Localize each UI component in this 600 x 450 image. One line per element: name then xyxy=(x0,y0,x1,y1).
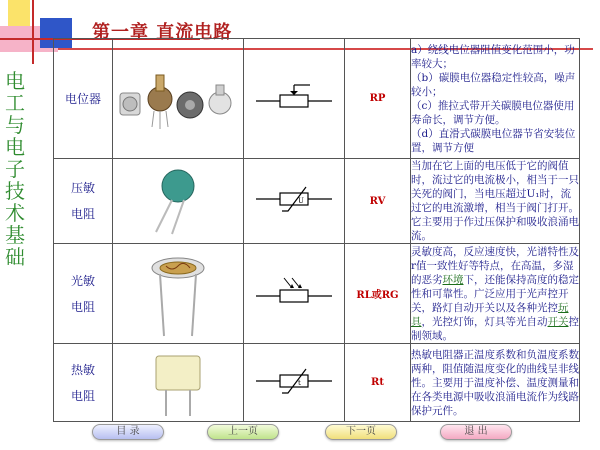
thermistor-image xyxy=(114,346,242,420)
side-title-char: 础 xyxy=(5,245,25,269)
component-symbol xyxy=(244,344,345,422)
component-table xyxy=(53,38,580,422)
description-line: （b）碳膜电位器稳定性较高，噪声较小； xyxy=(411,71,576,98)
previous-page-button[interactable]: 上一页 xyxy=(207,424,279,440)
deco-vertical-line xyxy=(32,0,34,64)
description-line: （c）推拉式带开关碳膜电位器使用寿命长，调节方便。 xyxy=(411,99,575,126)
component-photo xyxy=(113,39,244,159)
component-name-line: 电阻 xyxy=(70,388,95,403)
description-text: ，光控灯饰，灯具等光自动 xyxy=(421,315,548,328)
component-symbol xyxy=(244,159,345,244)
side-title-char: 电 xyxy=(5,69,25,93)
table-row xyxy=(54,39,580,159)
description-line: 当加在它上面的电压低于它的阀值时，流过它的电流极小，相当于一只关死的阀门，当电压超过U₁时，流过它的电流激增，相当于阀门打开。它主要用于作过压保护和吸收浪涌电流。 xyxy=(411,160,579,242)
component-code: Rt xyxy=(345,344,411,422)
component-name-line: 电阻 xyxy=(70,207,95,221)
side-title-char: 子 xyxy=(5,157,25,181)
table-row xyxy=(54,244,580,344)
description-link: 玩具 xyxy=(411,301,569,328)
component-code: RP xyxy=(345,39,411,159)
side-title-char: 基 xyxy=(5,223,25,247)
component-name xyxy=(54,244,113,344)
svg-text:t: t xyxy=(298,378,301,387)
potentiometer-symbol-icon xyxy=(254,77,334,117)
description-line xyxy=(411,245,579,343)
component-description xyxy=(411,244,580,344)
side-title-char: 电 xyxy=(5,135,25,159)
description-line: 热敏电阻器正温度系数和负温度系数两种，阻值随温度变化的曲线呈非线性。主要用于温度补偿、温度测量和在各类电源中吸收浪涌电流作为线路保护元件。 xyxy=(411,348,579,417)
side-title-char: 技 xyxy=(5,179,25,203)
component-name xyxy=(54,159,113,244)
description-text: 控制领域。 xyxy=(411,315,579,342)
component-description xyxy=(411,159,580,244)
photoresistor-image xyxy=(114,246,242,342)
component-name-line: 电位器 xyxy=(64,91,101,106)
component-description xyxy=(411,39,580,159)
table-row xyxy=(54,159,580,244)
side-title xyxy=(4,70,26,268)
description-link: 开关 xyxy=(547,315,569,328)
side-title-char: 术 xyxy=(5,201,25,225)
component-name-line: 压敏 xyxy=(70,181,95,195)
chapter-title: 第一章 直流电路 xyxy=(92,22,233,43)
description-line: a）绕线电位器阻值变化范围小，功率较大； xyxy=(411,43,575,70)
component-photo xyxy=(113,159,244,244)
component-symbol xyxy=(244,39,345,159)
description-text: 下，还能保持高度的稳定性和可靠性。广泛应用于光声控开关，路灯自动开关以及各种光控 xyxy=(411,273,579,314)
component-photo xyxy=(113,344,244,422)
component-symbol xyxy=(244,244,345,344)
table-row xyxy=(54,344,580,422)
component-name xyxy=(54,39,113,159)
side-title-char: 与 xyxy=(5,113,25,137)
toc-button[interactable]: 目 录 xyxy=(92,424,164,440)
description-text: 灵敏度高，反应速度快，光谱特性及r值一致性好等特点，在高温，多湿的恶劣 xyxy=(411,245,579,286)
component-description xyxy=(411,344,580,422)
description-link: 环境 xyxy=(442,273,464,286)
varistor-symbol-icon xyxy=(254,181,334,217)
component-photo xyxy=(113,244,244,344)
component-code: RV xyxy=(345,159,411,244)
thermistor-symbol-icon xyxy=(254,363,334,399)
side-title-char: 工 xyxy=(5,91,25,115)
navigation-bar xyxy=(0,421,600,445)
exit-button[interactable]: 退 出 xyxy=(440,424,512,440)
description-line: （d）直滑式碳膜电位器节省安装位置，调节方便 xyxy=(411,127,576,154)
potentiometer-image xyxy=(114,59,242,139)
varistor-image xyxy=(114,164,242,238)
component-code: RL或RG xyxy=(345,244,411,344)
component-name xyxy=(54,344,113,422)
component-name-line: 光敏 xyxy=(70,273,95,288)
photoresistor-symbol-icon xyxy=(254,274,334,310)
svg-text:U: U xyxy=(298,197,304,205)
component-name-line: 热敏 xyxy=(70,362,95,377)
component-name-line: 电阻 xyxy=(70,299,95,314)
next-page-button[interactable]: 下一页 xyxy=(325,424,397,440)
